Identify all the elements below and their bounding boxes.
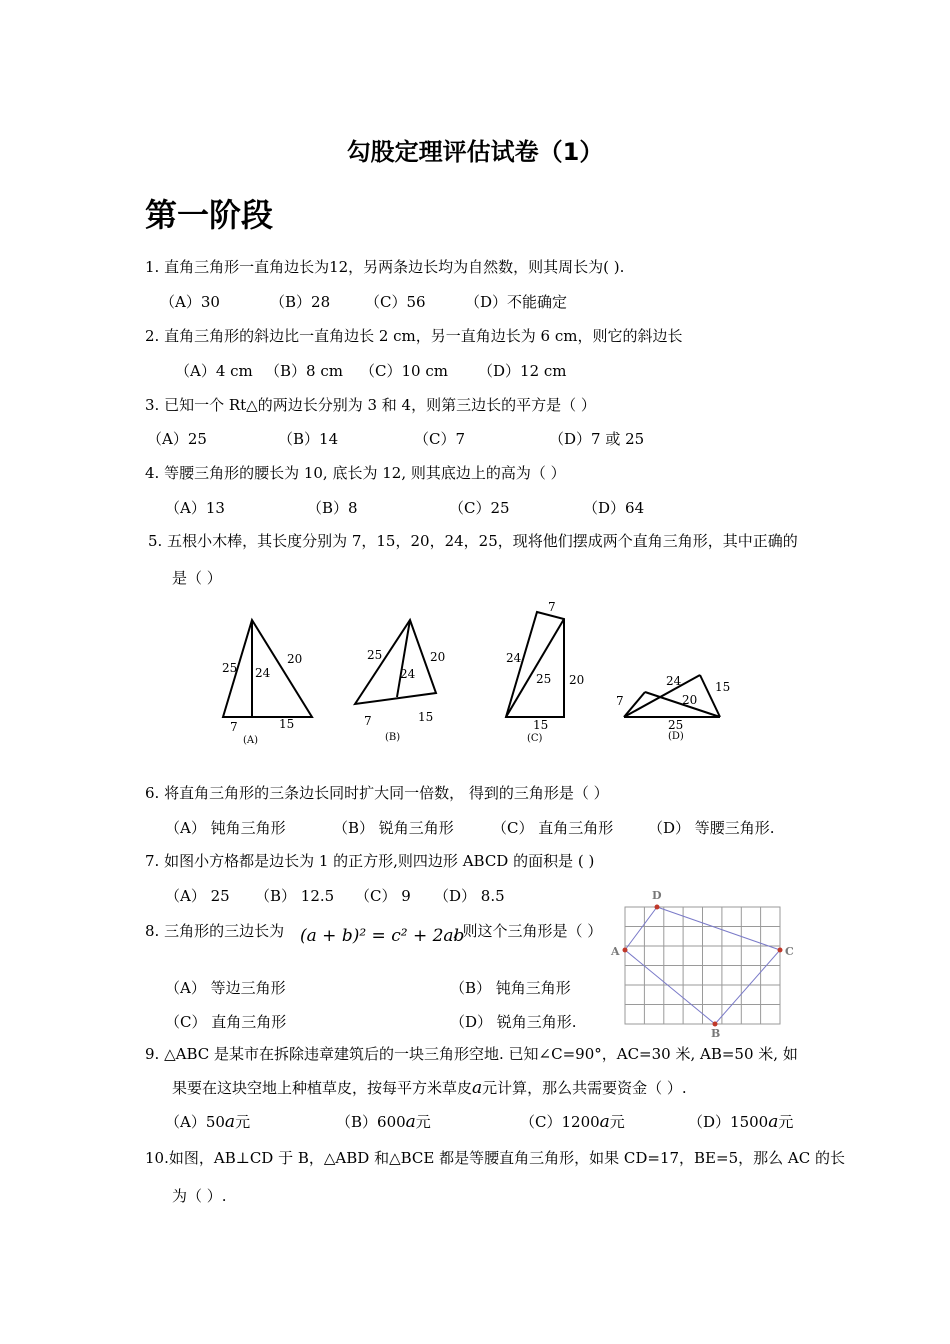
q9-option-b: （B）600a元 [336, 1112, 431, 1132]
q5-figures [200, 595, 740, 755]
question-9-cont [172, 1077, 687, 1098]
fig-b-triangle [355, 620, 436, 704]
fig-b-label-25: 25 [367, 648, 383, 662]
point-b [713, 1022, 718, 1027]
question-1: 1. 直角三角形一直角边长为12，另两条边长均为自然数，则其周长为( ). [145, 258, 625, 276]
fig-b-label-24: 24 [400, 667, 416, 681]
fig-c-label-7: 7 [548, 600, 556, 614]
q8-formula: (a + b)² = c² + 2ab [300, 926, 465, 946]
fig-b-caption: (B) [385, 732, 401, 743]
fig-b-label-20: 20 [430, 650, 446, 664]
question-8-prefix: 8. 三角形的三边长为 [145, 922, 285, 940]
q8-option-d: （D） 锐角三角形. [450, 1013, 577, 1031]
fig-a-label-20: 20 [287, 652, 303, 666]
fig-a-caption: (A) [243, 735, 259, 746]
fig-c-label-15: 15 [533, 718, 549, 732]
q1-option-a: （A）30 [160, 293, 220, 311]
question-5-cont: 是（ ） [172, 569, 222, 587]
fig-d-label-15: 15 [715, 680, 731, 694]
fig-d-label-7: 7 [616, 694, 624, 708]
q9-option-a-var: a [224, 1112, 236, 1132]
fig-d-label-20: 20 [682, 693, 698, 707]
q6-option-d: （D） 等腰三角形. [648, 819, 775, 837]
fig-d-caption: (D) [668, 731, 684, 742]
q1-option-c: （C）56 [365, 293, 426, 311]
fig-d-side-7 [624, 692, 645, 717]
question-8-suffix: , 则这个三角形是（ ） [453, 922, 603, 940]
q8-option-b: （B） 钝角三角形 [450, 979, 571, 997]
section-heading: 第一阶段 [145, 196, 274, 234]
q9-option-a: （A）50a元 [165, 1112, 251, 1132]
q9-line2-pre: 果要在这块空地上种植草皮，按每平方米草皮 [172, 1079, 473, 1097]
label-d: D [652, 889, 662, 902]
q9-option-c: （C）1200a元 [520, 1112, 625, 1132]
fig-c-caption: (C) [527, 733, 543, 744]
q7-grid-figure [605, 882, 805, 1042]
q2-option-a: （A）4 cm [175, 362, 253, 380]
q9-option-c-var: a [599, 1112, 610, 1132]
question-6: 6. 将直角三角形的三条边长同时扩大同一倍数， 得到的三角形是（ ） [145, 784, 609, 802]
q9-var-a: a [472, 1078, 483, 1098]
fig-d-label-24: 24 [666, 674, 682, 688]
question-2: 2. 直角三角形的斜边比一直角边长 2 cm，另一直角边长为 6 cm，则它的斜边长 [145, 327, 683, 345]
fig-c-diagonal [506, 619, 564, 717]
fig-a-label-7: 7 [230, 720, 238, 734]
point-a [623, 948, 628, 953]
page-title: 勾股定理评估试卷（1） [346, 138, 604, 166]
fig-c-label-24: 24 [506, 651, 522, 665]
q4-option-d: （D）64 [583, 499, 645, 517]
fig-c-label-25: 25 [536, 672, 552, 686]
q9-line2-post: 元计算，那么共需要资金（ ）. [482, 1079, 687, 1097]
q7-option-b: （B） 12.5 [255, 887, 335, 905]
point-c [778, 948, 783, 953]
label-c: C [785, 945, 794, 958]
fig-d-label-25: 25 [668, 718, 684, 732]
fig-a-label-24: 24 [255, 666, 271, 680]
q2-option-c: （C）10 cm [360, 362, 448, 380]
q6-option-c: （C） 直角三角形 [492, 819, 614, 837]
q6-option-b: （B） 锐角三角形 [333, 819, 454, 837]
fig-a-label-25: 25 [222, 661, 238, 675]
q2-option-d: （D）12 cm [478, 362, 567, 380]
question-9: 9. △ABC 是某市在拆除违章建筑后的一块三角形空地. 已知∠C=90°，AC=30 米, AB=50 米, 如 [145, 1045, 798, 1063]
q7-option-d: （D） 8.5 [434, 887, 505, 905]
fig-a-label-15: 15 [279, 717, 295, 731]
fig-b-label-15: 15 [418, 710, 434, 724]
point-d [655, 905, 660, 910]
label-b: B [711, 1027, 721, 1040]
q1-option-d: （D）不能确定 [465, 293, 568, 311]
q4-option-b: （B）8 [307, 499, 358, 517]
q9-option-d-var: a [768, 1112, 779, 1132]
q7-option-a: （A） 25 [165, 887, 230, 905]
question-7: 7. 如图小方格都是边长为 1 的正方形,则四边形 ABCD 的面积是 ( ) [145, 852, 595, 870]
label-a: A [611, 945, 620, 958]
q6-option-a: （A） 钝角三角形 [165, 819, 286, 837]
q1-option-b: （B）28 [270, 293, 331, 311]
q7-option-c: （C） 9 [355, 887, 411, 905]
q8-option-c: （C） 直角三角形 [165, 1013, 287, 1031]
q8-option-a: （A） 等边三角形 [165, 979, 286, 997]
q3-option-a: （A）25 [147, 430, 207, 448]
q3-option-b: （B）14 [278, 430, 339, 448]
q9-option-d: （D）1500a元 [688, 1112, 794, 1132]
question-5: 5. 五根小木棒，其长度分别为 7，15，20，24，25，现将他们摆成两个直角三角形，其中正确的 [148, 532, 798, 550]
q3-option-c: （C）7 [414, 430, 466, 448]
q2-option-b: （B）8 cm [265, 362, 343, 380]
question-3: 3. 已知一个 Rt△的两边长分别为 3 和 4，则第三边长的平方是（ ） [145, 396, 596, 414]
q3-option-d: （D）7 或 25 [549, 430, 645, 448]
fig-c-label-20: 20 [569, 673, 585, 687]
q4-option-a: （A）13 [165, 499, 225, 517]
fig-b-label-7: 7 [364, 714, 372, 728]
q4-option-c: （C）25 [449, 499, 510, 517]
question-10-cont: 为（ ）. [172, 1187, 227, 1205]
q9-option-b-var: a [405, 1112, 416, 1132]
question-4: 4. 等腰三角形的腰长为 10, 底长为 12, 则其底边上的高为（ ） [145, 464, 566, 482]
question-10: 10.如图，AB⊥CD 于 B，△ABD 和△BCE 都是等腰直角三角形，如果 CD=17，BE=5，那么 AC 的长 [145, 1149, 845, 1167]
